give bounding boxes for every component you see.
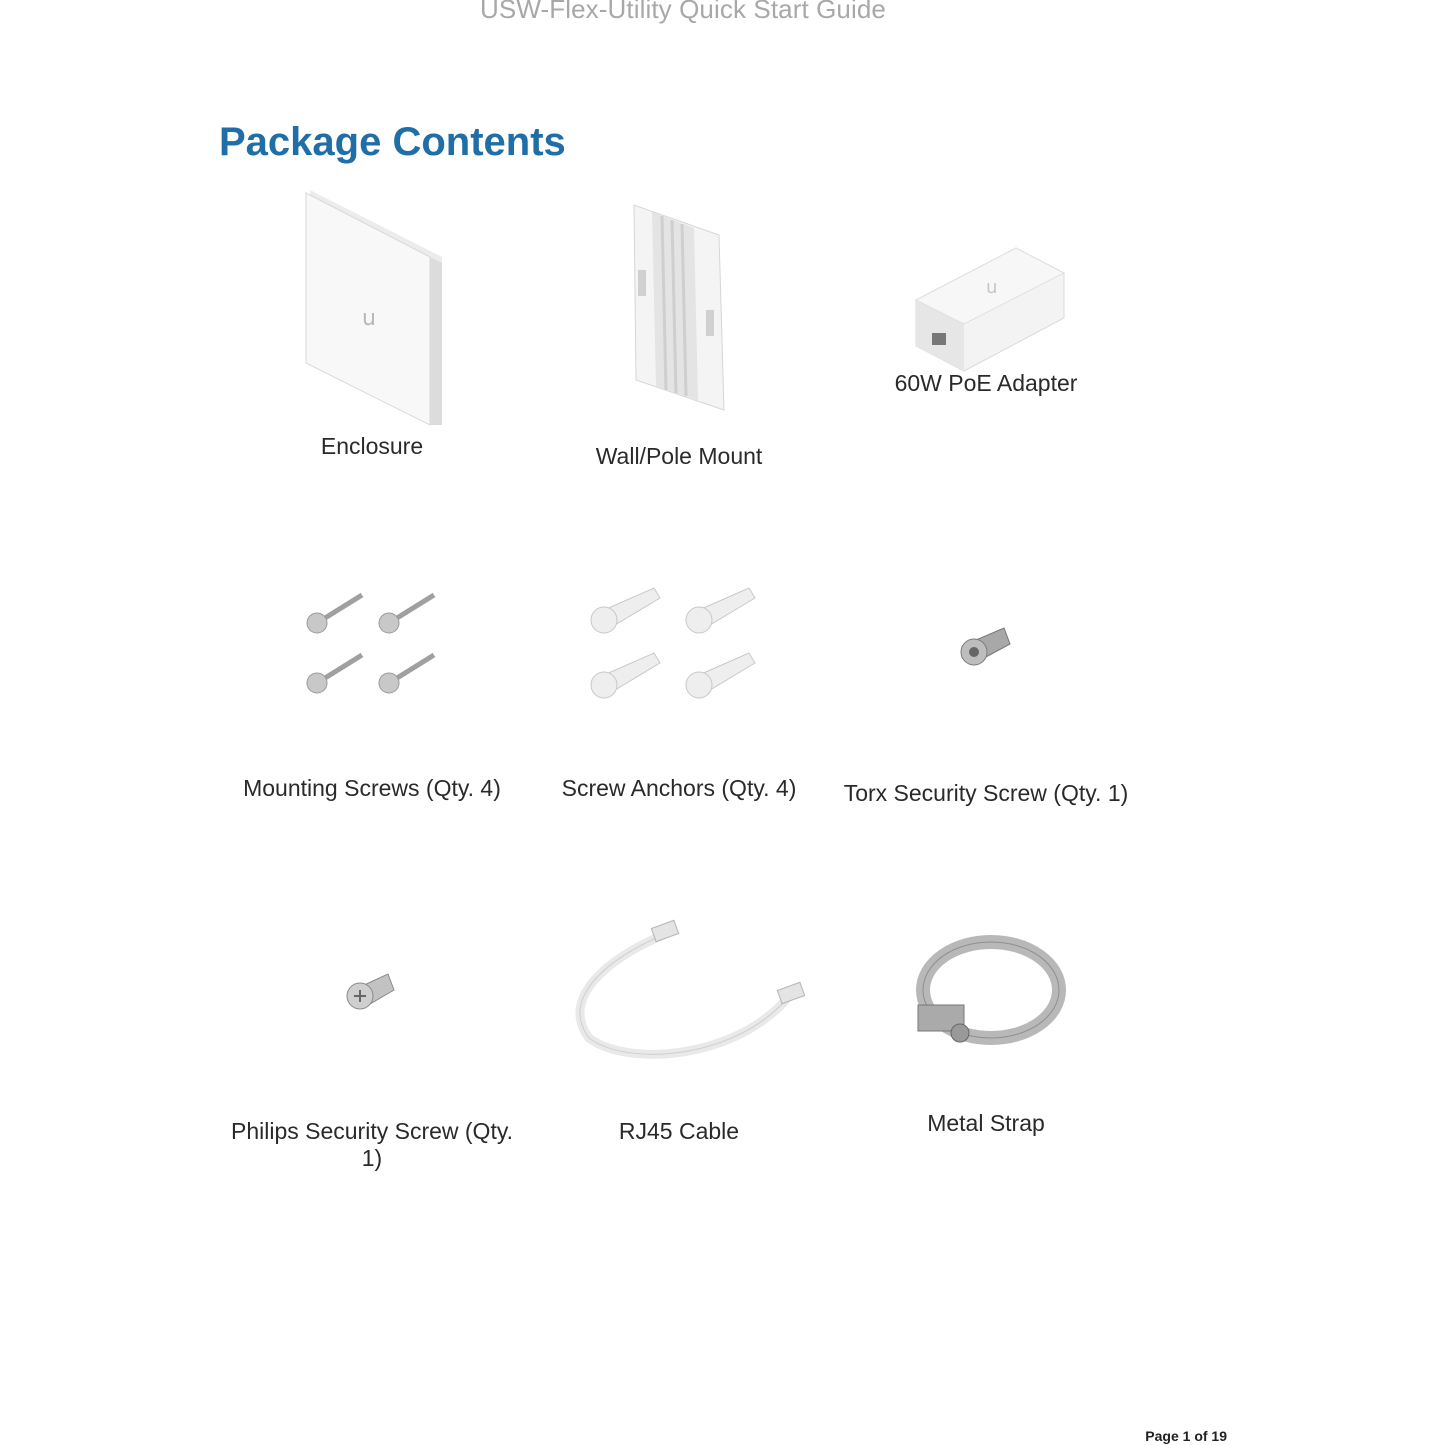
svg-text:u: u <box>362 306 376 331</box>
screw-anchors-icon <box>584 580 774 715</box>
package-item-mounting-screws <box>222 585 522 802</box>
rj45-cable-icon <box>549 918 809 1068</box>
package-item-philips-screw <box>222 968 522 1172</box>
item-label: Metal Strap <box>927 1110 1045 1136</box>
item-label: 60W PoE Adapter <box>894 370 1078 396</box>
package-item-screw-anchors <box>529 580 829 802</box>
mounting-screws-icon <box>297 585 447 710</box>
page-title: Package Contents <box>219 120 566 164</box>
package-item-poe-adapter <box>836 238 1136 397</box>
page-number: Page 1 of 19 <box>1145 1428 1227 1444</box>
poe-adapter-icon <box>896 238 1076 378</box>
philips-screw-icon <box>342 968 402 1023</box>
svg-text:u: u <box>986 277 998 298</box>
package-item-torx-screw <box>836 622 1136 807</box>
torx-screw-icon <box>956 622 1016 677</box>
enclosure-icon <box>292 185 452 430</box>
package-item-wall-pole-mount <box>529 200 829 470</box>
wall-pole-mount-icon <box>624 200 734 415</box>
item-label: Enclosure <box>320 433 424 459</box>
item-label: Philips Security Screw (Qty. 1) <box>230 1118 514 1171</box>
package-item-metal-strap <box>836 935 1136 1137</box>
item-label: Torx Security Screw (Qty. 1) <box>843 780 1129 806</box>
metal-strap-icon <box>906 935 1066 1065</box>
item-label: Mounting Screws (Qty. 4) <box>243 775 501 801</box>
item-label: Screw Anchors (Qty. 4) <box>561 775 797 801</box>
item-label: RJ45 Cable <box>618 1118 740 1144</box>
package-item-enclosure <box>222 185 522 460</box>
item-label: Wall/Pole Mount <box>595 443 763 469</box>
package-item-rj45-cable <box>529 918 829 1145</box>
document-header: USW-Flex-Utility Quick Start Guide <box>480 0 886 24</box>
